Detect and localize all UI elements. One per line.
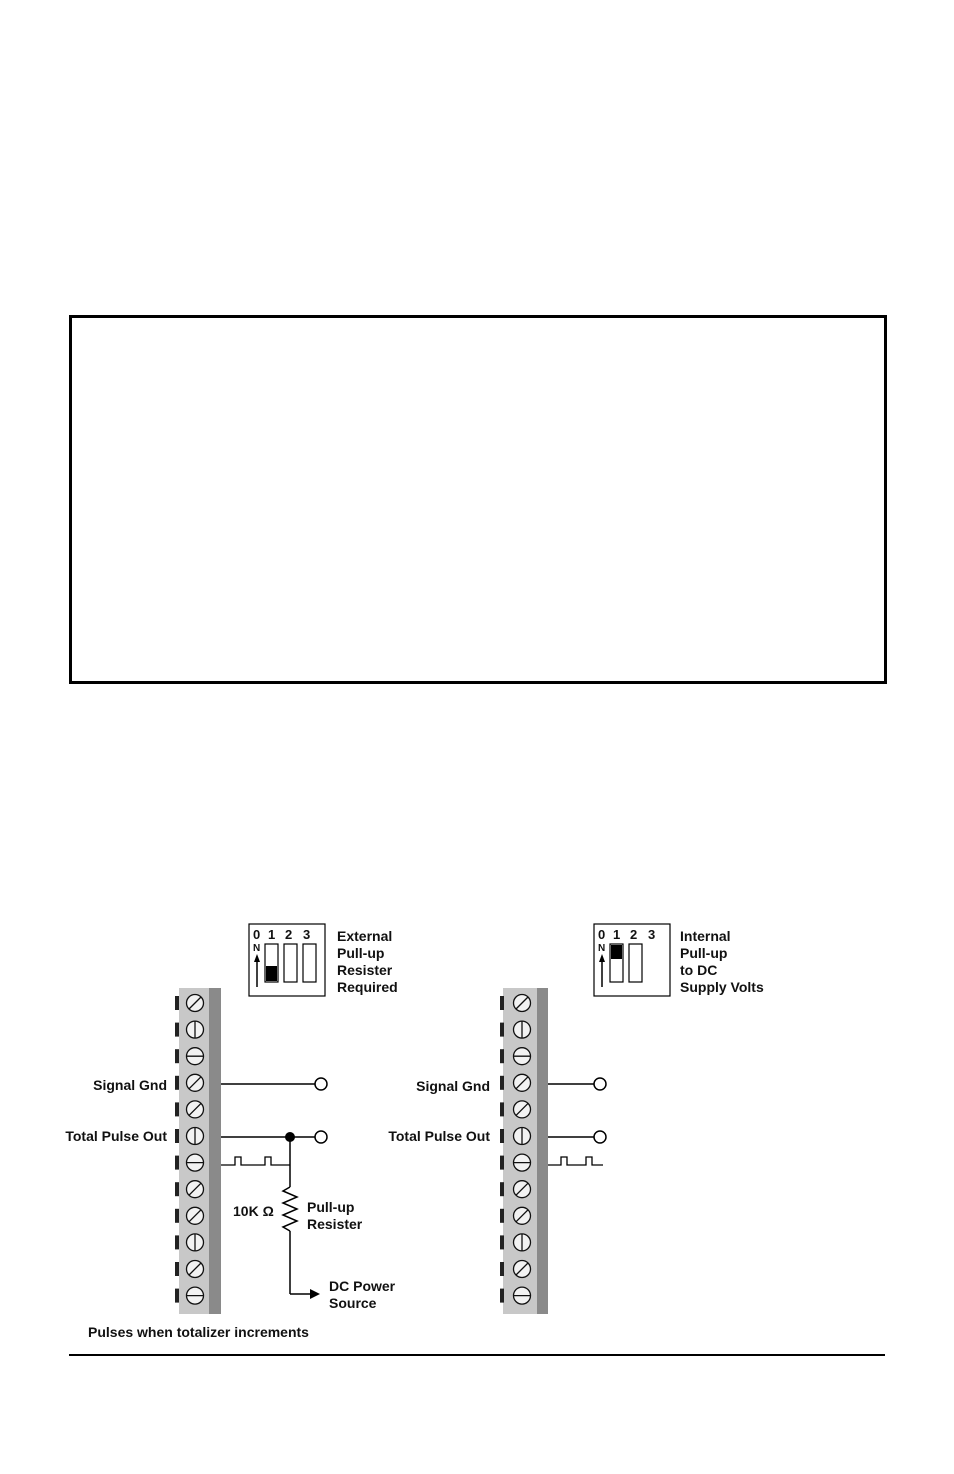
right-terminal-tab: [500, 1235, 504, 1249]
left-signal-gnd-terminal-icon: [315, 1078, 327, 1090]
right-dip-digit-1: 1: [613, 927, 621, 942]
right-terminal-tab: [500, 1076, 504, 1090]
left-pulse-waveform-icon: [221, 1157, 290, 1165]
right-terminal-tab: [500, 1102, 504, 1116]
left-terminal-tab: [175, 1102, 179, 1116]
left-terminal-tab: [175, 1156, 179, 1170]
left-terminal-tab: [175, 1129, 179, 1143]
bottom-rule: [69, 1354, 885, 1356]
right-diagram: [388, 924, 764, 1314]
right-terminal-tab: [500, 1156, 504, 1170]
left-dip-caption-line-1: External: [337, 928, 393, 944]
right-terminal-tab: [500, 1289, 504, 1303]
right-dip-caption-line-3: to DC: [680, 962, 718, 978]
left-dip-switch: [249, 924, 325, 996]
left-terminal-tab: [175, 1289, 179, 1303]
left-dip-digit-1: 1: [268, 927, 276, 942]
left-dc-caption-line-1: DC Power: [329, 1278, 396, 1294]
right-dip-caption-line-4: Supply Volts: [680, 979, 764, 995]
left-terminal-tab: [175, 1262, 179, 1276]
left-resistor-icon: [283, 1187, 297, 1231]
left-resistor-caption-line-2: Resister: [307, 1216, 363, 1232]
left-dip-digit-0: 0: [253, 927, 261, 942]
left-dc-arrow-icon: [310, 1289, 320, 1299]
left-dip-n-label: N: [253, 943, 261, 954]
left-resistor-caption-line-1: Pull-up: [307, 1199, 355, 1215]
right-dip-switch: [594, 924, 670, 996]
right-dip-caption: [680, 928, 764, 995]
right-dip-n-label: N: [598, 943, 606, 954]
left-footnote: Pulses when totalizer increments: [88, 1324, 309, 1340]
left-terminal-tab: [175, 1023, 179, 1037]
right-terminal-tab: [500, 1023, 504, 1037]
right-terminal-tab: [500, 1182, 504, 1196]
left-strip-edge: [209, 988, 221, 1314]
left-terminal-tab: [175, 1049, 179, 1063]
right-terminal-tab: [500, 1049, 504, 1063]
right-terminal-tab: [500, 1209, 504, 1223]
left-dip-caption-line-3: Resister: [337, 962, 393, 978]
left-dip-caption-line-2: Pull-up: [337, 945, 385, 961]
left-dip-switch-2: [284, 944, 297, 982]
left-dc-caption-line-2: Source: [329, 1295, 377, 1311]
left-terminal-tab: [175, 1235, 179, 1249]
left-terminal-tab: [175, 1182, 179, 1196]
right-pulse-waveform-icon: [548, 1157, 603, 1165]
left-terminal-tab: [175, 1209, 179, 1223]
left-dip-caption-line-4: Required: [337, 979, 398, 995]
right-terminal-strip: [500, 988, 548, 1314]
right-total-pulse-label: Total Pulse Out: [388, 1128, 490, 1144]
left-dip-digit-3: 3: [303, 927, 311, 942]
right-dip-digit-2: 2: [630, 927, 638, 942]
left-total-pulse-terminal-icon: [315, 1131, 327, 1143]
left-dip-switch-3: [303, 944, 316, 982]
right-dip-switch-1-toggle: [611, 945, 622, 959]
right-terminal-tab: [500, 1262, 504, 1276]
right-dip-digit-0: 0: [598, 927, 606, 942]
left-terminal-strip: [175, 988, 221, 1314]
right-terminal-tab: [500, 1129, 504, 1143]
right-strip-edge: [537, 988, 548, 1314]
left-terminal-tab: [175, 996, 179, 1010]
right-signal-gnd-terminal-icon: [594, 1078, 606, 1090]
right-dip-caption-line-2: Pull-up: [680, 945, 728, 961]
left-terminal-tab: [175, 1076, 179, 1090]
left-dip-digit-2: 2: [285, 927, 293, 942]
right-dip-switch-2: [629, 944, 642, 982]
right-dip-caption-line-1: Internal: [680, 928, 731, 944]
left-total-pulse-label: Total Pulse Out: [65, 1128, 167, 1144]
right-total-pulse-terminal-icon: [594, 1131, 606, 1143]
left-dip-switch-1-toggle: [266, 966, 277, 981]
right-terminal-tab: [500, 996, 504, 1010]
left-diagram: [65, 924, 397, 1340]
left-dip-caption: [337, 928, 398, 995]
right-dip-digit-3: 3: [648, 927, 656, 942]
right-signal-gnd-label: Signal Gnd: [416, 1078, 490, 1094]
left-resistor-value: 10K Ω: [233, 1203, 274, 1219]
left-signal-gnd-label: Signal Gnd: [93, 1077, 167, 1093]
